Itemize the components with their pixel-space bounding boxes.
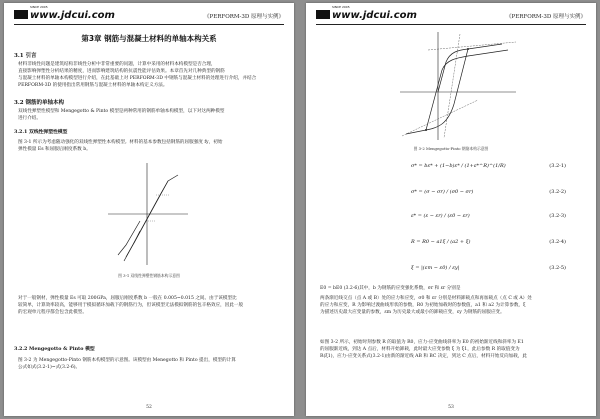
book-title: 《PERFORM-3D 原理与实例》	[204, 14, 284, 20]
page-number-right: 53	[448, 405, 454, 410]
section-heading-3-2-1: 3.2.1 双线性弹塑性模型	[14, 129, 68, 135]
page-header	[14, 5, 284, 25]
figure-3-1-caption: 图 3-1 双线性弹塑性钢筋本构示意图	[118, 273, 180, 278]
chapter-title: 第3章 钢筋与混凝土材料的单轴本构关系	[81, 34, 217, 43]
site-logo: www.jdcui.com SINCE 2005	[14, 10, 115, 21]
left-page	[4, 3, 294, 416]
section-3-2-paragraph: 双线性弹塑性模型和 Mengegotto & Pinto 模型是两种常用的钢筋单轴本构模型，以下对这两种模型 进行介绍。	[18, 109, 225, 121]
figure-3-2-caption: 图 3-2 Mengegotto-Pinto 钢筋本构示意图	[413, 146, 489, 151]
section-heading-3-2: 3.2 钢筋的单轴本构	[14, 100, 64, 106]
site-logo: www.jdcui.com SINCE 2005	[316, 10, 417, 21]
equation-3-2-2: σ* = (σ − σr) / (σ0 − σr)	[411, 189, 474, 195]
page-number-left: 52	[146, 405, 152, 410]
after-figure-paragraph: 对于一般钢材，弹性模量 Es 可取 200GPa，屈服后刚度系数 b 一般在 0.005~0.015 之间。由于该模型比 较简单，计算效率较高，能够用于模拟循环加载下的钢筋行为，但该模型无法模拟钢筋的包辛格效应，因此一般 的宏观单元程序都会包含此模型。	[18, 296, 244, 315]
right-page	[306, 3, 596, 416]
symbol-definitions-paragraph: 两条渐近线交点（点 A 或 B）处的应力和应变，σ0 和 εr 分别是材料卸载点和再加载点（点 C 或 A）处 的应力和应变，R 为影响过渡曲线形状的参数，R0 为初始加载时的参数值，a1 和 a2 为计算参数，ξ 为描述历史最大应变量的参数，εm 为历史最大或最小的卸载应变，εy 为钢筋的屈服应变。	[320, 296, 532, 315]
equation-number: (3.2-4)	[549, 239, 566, 245]
figure-3-1-bilinear-diagram	[104, 161, 190, 269]
book-title: 《PERFORM-3D 原理与实例》	[506, 14, 586, 20]
section-heading-3-1: 3.1 引言	[14, 53, 37, 59]
equation-number: (3.2-2)	[549, 189, 566, 195]
equation-3-2-1: σ* = bε* + (1−b)ε* / (1+ε*^R)^(1/R)	[411, 163, 506, 169]
explanation-paragraph: 如图 3-2 所示，初始时刻参数 R 的取值为 R0，应力-应变曲线斜率为 E0 的初始渐近线和斜率为 E1 的屈服渐近线，到达 A 点后，材料开始卸载，此时最大应变参数 ξ 为 ξ1，此后参数 R 的取值变为 R(ξ1)，应力-应变关系式(3.2-1)由新的渐近线 AB 和 BC 决定，到达 C 点后，材料开始反向加载，此	[320, 340, 527, 359]
section-heading-3-2-2: 3.2.2 Mengegotto & Pinto 模型	[14, 346, 95, 352]
section-3-2-1-paragraph: 图 3-1 所示为考虑随动强化的双线性弹塑性本构模型。材料的基本参数包括钢筋的屈服强度 fy，初始 弹性模量 Es 和屈服后刚度系数 b。	[18, 140, 223, 152]
equation-number: (3.2-5)	[549, 265, 566, 271]
intro-paragraph: 材料非线性问题是建筑结构非线性分析中非常重要的问题，计算中采用的材料本构模型是否合理， 直接影响弹塑性分析结果的精度，进而影响建筑结构的抗震性能评估效果。本章首先对几种典型的钢筋 与混凝土材料的单轴本构模型进行介绍，在此基础上对 PERFORM-3D 中钢筋与混凝土材料的处理进行介绍，并结合 PERFORM-3D 的使用指出常用钢筋与混凝土材料的单轴本构定义方法。	[18, 62, 257, 88]
equation-3-2-4: R = R0 − a1ξ / (a2 + ξ)	[411, 239, 471, 245]
equation-number: (3.2-3)	[549, 213, 566, 219]
equation-3-2-5: ξ = |(εm − ε0) / εy|	[411, 265, 460, 271]
equation-3-2-6-line: E0 = bE0 (3.2-6)其中，b 为钢筋的应变强化系数，σr 和 εr 分别是	[320, 286, 461, 291]
equation-number: (3.2-1)	[549, 163, 566, 169]
section-3-2-2-paragraph: 图 3-2 为 Mengegotto-Pinto 钢筋本构模型的示意图。该模型由 Menegotto 和 Pinto 提出，模型的计算 公式如式(3.2-1)~式(3.2-6)。	[18, 358, 236, 370]
equation-3-2-3: ε* = (ε − εr) / (ε0 − εr)	[411, 213, 470, 219]
figure-3-2-menegotto-pinto-diagram	[398, 30, 518, 142]
page-header	[316, 5, 586, 25]
